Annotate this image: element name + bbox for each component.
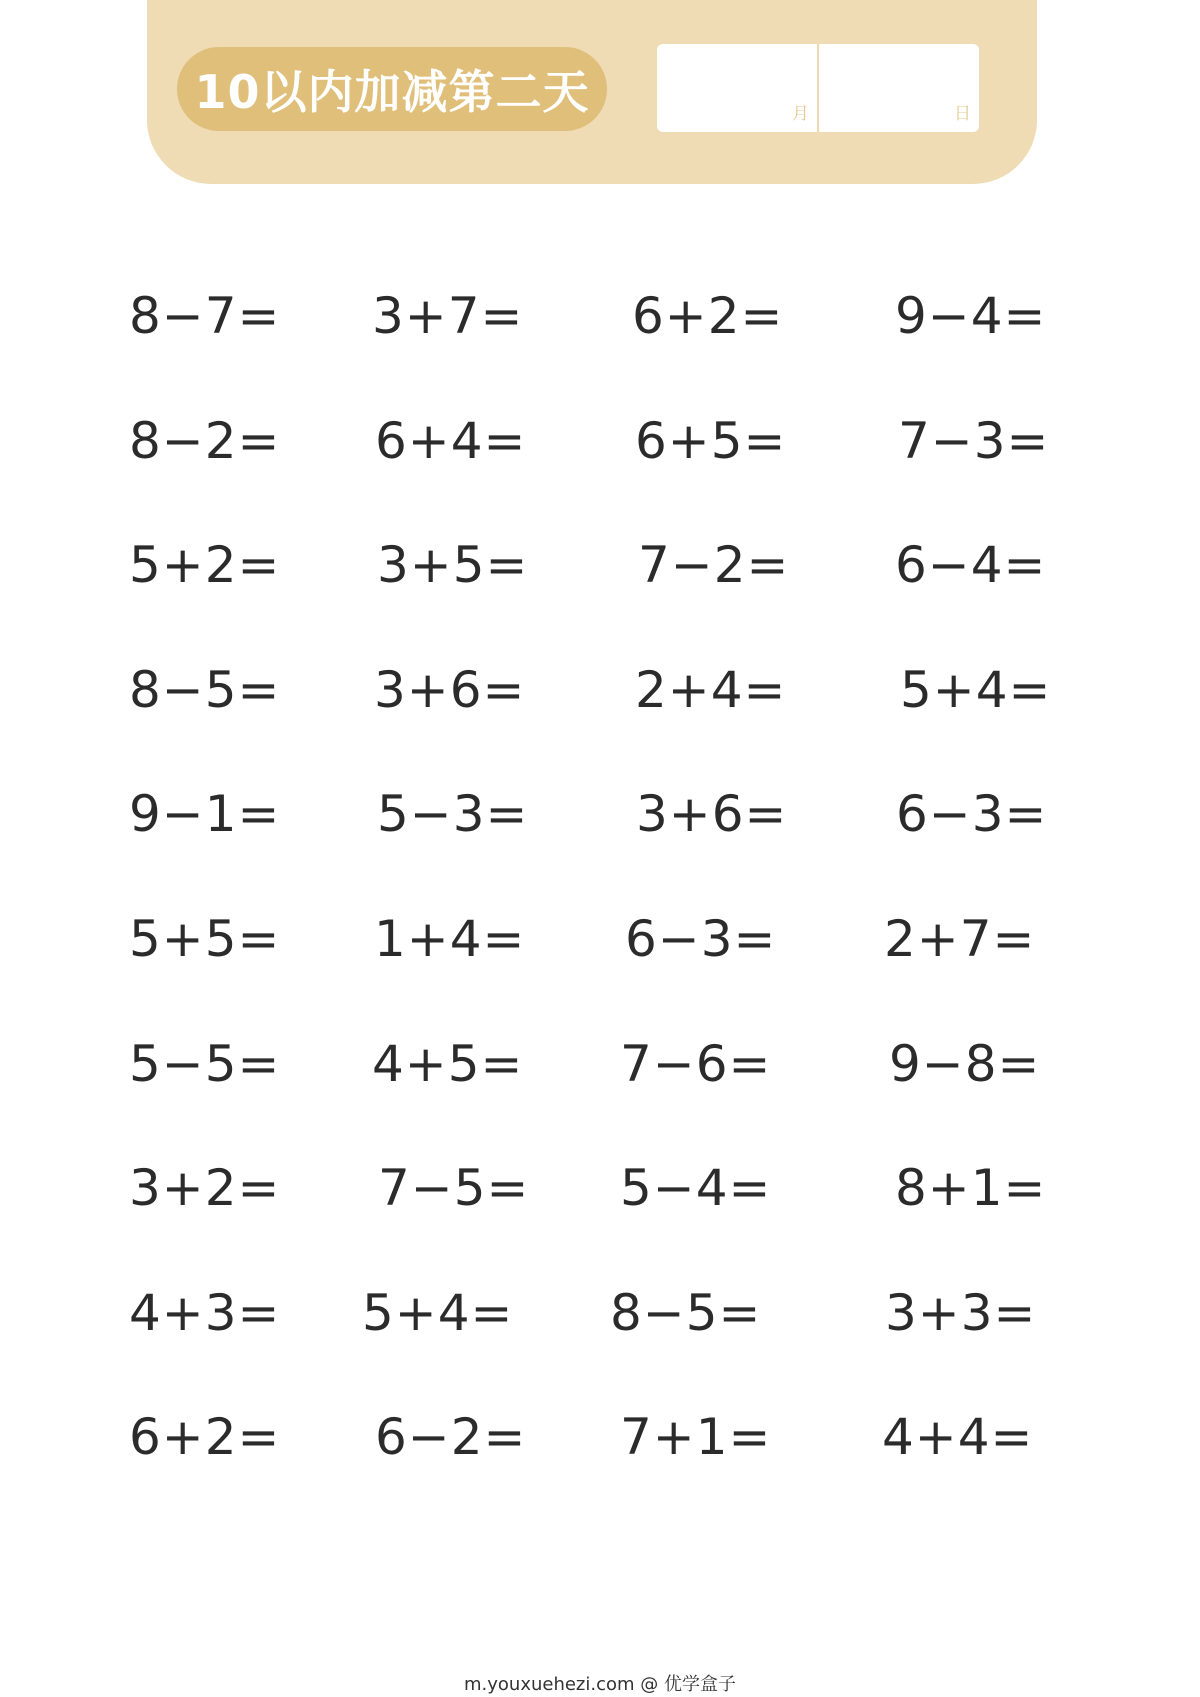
problem-r9-c3: 8−5=: [610, 1284, 762, 1342]
month-label: 月: [792, 104, 809, 124]
problem-r10-c1: 6+2=: [129, 1408, 281, 1466]
problem-r6-c2: 1+4=: [374, 910, 526, 968]
problem-r7-c2: 4+5=: [372, 1035, 524, 1093]
problem-r1-c4: 9−4=: [895, 287, 1047, 345]
problem-r8-c4: 8+1=: [895, 1159, 1047, 1217]
problem-r2-c3: 6+5=: [635, 412, 787, 470]
problem-r9-c1: 4+3=: [129, 1284, 281, 1342]
problem-r10-c3: 7+1=: [620, 1408, 772, 1466]
problem-r2-c1: 8−2=: [129, 412, 281, 470]
problem-r4-c2: 3+6=: [374, 661, 526, 719]
problem-r6-c4: 2+7=: [884, 910, 1036, 968]
day-label: 日: [954, 104, 971, 124]
problem-r1-c3: 6+2=: [632, 287, 784, 345]
problem-r7-c1: 5−5=: [129, 1035, 281, 1093]
problem-r8-c2: 7−5=: [378, 1159, 530, 1217]
problem-r10-c2: 6−2=: [375, 1408, 527, 1466]
problem-r5-c3: 3+6=: [636, 785, 788, 843]
problem-r8-c1: 3+2=: [129, 1159, 281, 1217]
footer-credit: m.youxuehezi.com @ 优学盒子: [463, 1674, 736, 1695]
problem-r5-c2: 5−3=: [377, 785, 529, 843]
problem-r6-c3: 6−3=: [625, 910, 777, 968]
problem-r3-c1: 5+2=: [129, 536, 281, 594]
problem-r5-c1: 9−1=: [129, 785, 281, 843]
problem-r3-c3: 7−2=: [638, 536, 790, 594]
problem-r4-c1: 8−5=: [129, 661, 281, 719]
problem-r4-c4: 5+4=: [900, 661, 1052, 719]
problem-r9-c4: 3+3=: [885, 1284, 1037, 1342]
problem-r8-c3: 5−4=: [620, 1159, 772, 1217]
problem-r2-c4: 7−3=: [898, 412, 1050, 470]
problem-r9-c2: 5+4=: [362, 1284, 514, 1342]
problem-r3-c2: 3+5=: [377, 536, 529, 594]
worksheet-title: 10以内加减第二天: [194, 65, 590, 119]
problem-r6-c1: 5+5=: [129, 910, 281, 968]
problem-r2-c2: 6+4=: [375, 412, 527, 470]
problem-r1-c2: 3+7=: [372, 287, 524, 345]
problem-r7-c4: 9−8=: [889, 1035, 1041, 1093]
problem-r3-c4: 6−4=: [895, 536, 1047, 594]
problem-r7-c3: 7−6=: [620, 1035, 772, 1093]
problem-r5-c4: 6−3=: [896, 785, 1048, 843]
problem-r4-c3: 2+4=: [635, 661, 787, 719]
problem-r10-c4: 4+4=: [882, 1408, 1034, 1466]
problem-r1-c1: 8−7=: [129, 287, 281, 345]
